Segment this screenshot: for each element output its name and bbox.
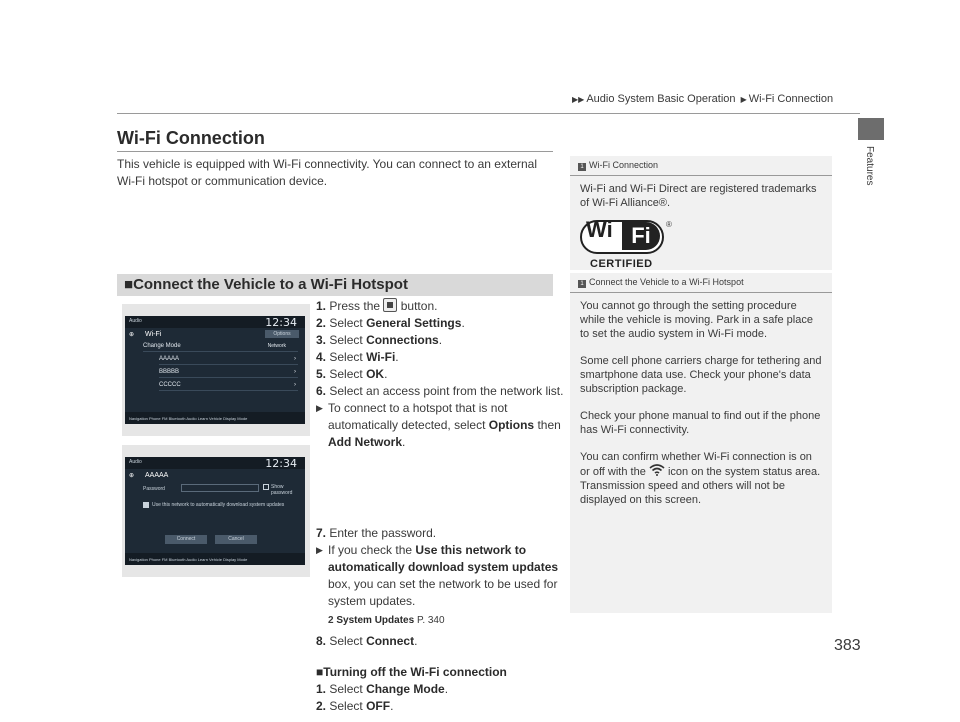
- note-text: icon on the system status area. Transmission speed and others will not be displayed on this screen.: [580, 466, 821, 506]
- back-icon: ⊕: [129, 473, 135, 479]
- step-number: 3.: [316, 333, 327, 347]
- step-keyword: OFF: [366, 699, 391, 713]
- section-title: ■Connect the Vehicle to a Wi-Fi Hotspot: [124, 276, 408, 293]
- note-text: .: [402, 435, 406, 449]
- triangle-right-icon: ▶▶: [572, 95, 585, 104]
- page-number: 383: [834, 637, 861, 654]
- step-2: [316, 315, 566, 332]
- step-text: Select: [329, 699, 363, 713]
- note-text: then: [537, 418, 561, 432]
- step-8: [316, 633, 566, 650]
- step-1: [316, 298, 566, 315]
- step-text: Enter the password.: [329, 526, 437, 540]
- update-checkbox[interactable]: [143, 502, 149, 508]
- screenshot-wifi-list: [122, 304, 310, 436]
- reference-title: System Updates: [336, 615, 415, 626]
- step-text: Select: [329, 682, 363, 696]
- step-number: 1.: [316, 682, 327, 696]
- audio-source-label: Audio: [129, 459, 142, 465]
- step-text: button.: [400, 299, 438, 313]
- step-number: 1.: [316, 299, 327, 313]
- reference-page: P. 340: [416, 615, 445, 626]
- back-icon: ⊕: [129, 332, 135, 338]
- note-text: box, you can set the network to be used for system updates.: [328, 577, 558, 608]
- step-number: 7.: [316, 526, 327, 540]
- panel-title: Wi-Fi Connection: [589, 160, 659, 170]
- chevron-right-icon: ›: [294, 382, 296, 388]
- step-text: .: [390, 699, 394, 713]
- step-text: Press the: [329, 299, 381, 313]
- step-text: .: [395, 350, 399, 364]
- password-input[interactable]: [181, 484, 259, 492]
- show-password-checkbox[interactable]: [263, 484, 269, 490]
- step-7-note: [316, 542, 566, 610]
- screen-title: AAAAA: [145, 472, 169, 479]
- reference-icon: 2: [328, 615, 334, 626]
- logo-certified: CERTIFIED: [590, 258, 653, 270]
- network-name: BBBBB: [159, 369, 180, 375]
- logo-fi: Fi: [622, 222, 660, 250]
- step-number: 2.: [316, 316, 327, 330]
- step-6: [316, 383, 566, 400]
- bottom-bar-labels: Navigation Phone FM Bluetooth Audio Learn Vehicle Display Mode: [129, 557, 248, 562]
- breadcrumb-part1: Audio System Basic Operation: [586, 93, 736, 105]
- step-text: Select an access point from the network list.: [329, 384, 564, 398]
- step-keyword: Wi-Fi: [366, 350, 396, 364]
- steps-list: [316, 298, 566, 715]
- step-4: [316, 349, 566, 366]
- note-icon: 1: [578, 163, 586, 171]
- note-paragraph: [580, 450, 822, 507]
- cancel-button[interactable]: Cancel: [215, 535, 257, 544]
- step-keyword: General Settings: [366, 316, 462, 330]
- change-mode-label: Change Mode: [143, 343, 181, 349]
- turn-off-heading-text: Turning off the Wi-Fi connection: [323, 665, 507, 679]
- panel-header: [570, 156, 832, 176]
- note-text: If you check the: [328, 543, 413, 557]
- step-keyword: Connections: [366, 333, 439, 347]
- note-panel-trademark: [570, 156, 832, 270]
- step-text: .: [438, 333, 443, 347]
- home-icon: [383, 298, 397, 312]
- chapter-label: Features: [864, 146, 875, 186]
- step-text: .: [461, 316, 465, 330]
- panel-title: Connect the Vehicle to a Wi-Fi Hotspot: [589, 277, 744, 287]
- step-number: 5.: [316, 367, 327, 381]
- arrow-right-icon: ▶: [316, 545, 323, 555]
- triangle-right-icon: ▶: [740, 95, 747, 104]
- note-paragraph: Check your phone manual to find out if the phone has Wi-Fi connectivity.: [580, 410, 821, 436]
- breadcrumb-part2: Wi-Fi Connection: [748, 93, 834, 105]
- clock: 12:34: [265, 316, 297, 329]
- breadcrumb: [570, 93, 833, 105]
- page-title: Wi-Fi Connection: [117, 128, 265, 148]
- step-text: Select: [329, 333, 363, 347]
- step-text: .: [384, 367, 388, 381]
- panel-body: [570, 293, 832, 526]
- step-keyword: OK: [366, 367, 385, 381]
- title-rule: [117, 151, 553, 152]
- intro-text: This vehicle is equipped with Wi-Fi connectivity. You can connect to an external Wi-Fi hotspot or communication device.: [117, 157, 537, 188]
- panel-header: [570, 273, 832, 293]
- note-panel-hotspot: [570, 273, 832, 613]
- step-number: 6.: [316, 384, 327, 398]
- note-keyword: Add Network: [328, 435, 403, 449]
- logo-registered: ®: [666, 220, 672, 229]
- status-bar: [125, 316, 305, 328]
- screenshot-password: [122, 445, 310, 577]
- network-row[interactable]: [159, 366, 298, 378]
- panel-body: [570, 176, 832, 282]
- step-number: 2.: [316, 699, 327, 713]
- step-text: Select: [329, 634, 363, 648]
- wifi-icon: [649, 464, 665, 476]
- chapter-tab: [858, 118, 884, 140]
- connect-button[interactable]: Connect: [165, 535, 207, 544]
- update-checkbox-label: Use this network to automatically download system updates: [152, 502, 285, 508]
- step-text: .: [414, 634, 418, 648]
- network-name: AAAAA: [159, 356, 180, 362]
- step-text: .: [444, 682, 449, 696]
- spacer: [316, 451, 566, 525]
- arrow-right-icon: ▶: [316, 403, 323, 413]
- step-6-note: [316, 400, 566, 451]
- screen-title: Wi-Fi: [145, 331, 162, 338]
- clock: 12:34: [265, 457, 297, 470]
- note-paragraph: You cannot go through the setting procedure while the vehicle is moving. Park in a safe place to set the audio system in Wi-Fi mode.: [580, 300, 813, 340]
- bottom-bar: [125, 553, 305, 565]
- note-keyword: Options: [488, 418, 535, 432]
- step-7: [316, 525, 566, 542]
- note-paragraph: Some cell phone carriers charge for tethering and smartphone data use. Check your phone's data subscription package.: [580, 355, 822, 395]
- section-title-text: Connect the Vehicle to a Wi-Fi Hotspot: [133, 276, 408, 293]
- bottom-bar-labels: Navigation Phone FM Bluetooth Audio Learn Vehicle Display Mode: [129, 416, 248, 421]
- turn-off-step-1: [316, 681, 566, 698]
- step-text: Select: [329, 316, 363, 330]
- chevron-right-icon: ›: [294, 369, 296, 375]
- step-text: Select: [329, 350, 363, 364]
- step-text: Select: [329, 367, 363, 381]
- step-3: [316, 332, 566, 349]
- note-text: To connect to a hotspot that is not automatically detected, select: [328, 401, 508, 432]
- trademark-text: Wi-Fi and Wi-Fi Direct are registered trademarks of Wi-Fi Alliance®.: [580, 183, 817, 209]
- step-number: 8.: [316, 634, 327, 648]
- step-keyword: Connect: [366, 634, 415, 648]
- network-label: Network: [267, 343, 286, 349]
- step-5: [316, 366, 566, 383]
- turn-off-heading: ■Turning off the Wi-Fi connection: [316, 665, 507, 679]
- step-number: 4.: [316, 350, 327, 364]
- cross-reference[interactable]: [316, 612, 566, 629]
- password-label: Password: [143, 486, 165, 492]
- bottom-bar: [125, 412, 305, 424]
- turn-off-step-2: [316, 698, 566, 715]
- network-name: CCCCC: [159, 382, 181, 388]
- status-bar: [125, 457, 305, 469]
- network-row[interactable]: [159, 353, 298, 365]
- header-rule: [117, 113, 860, 114]
- change-mode-row[interactable]: [143, 340, 298, 352]
- screen-display: [125, 316, 305, 424]
- show-password-label: Show password: [271, 484, 293, 496]
- audio-source-label: Audio: [129, 318, 142, 324]
- note-icon: 1: [578, 280, 586, 288]
- screen-display: [125, 457, 305, 565]
- wifi-certified-logo: [580, 217, 672, 270]
- options-button[interactable]: Options: [265, 330, 299, 338]
- logo-wi: Wi: [586, 217, 613, 242]
- network-row[interactable]: [159, 379, 298, 391]
- note-keyword: Use this network to automatically download system updates: [328, 543, 559, 574]
- chevron-right-icon: ›: [294, 356, 296, 362]
- note-text: You can confirm whether Wi-Fi connection is on or off with the: [580, 451, 812, 478]
- step-keyword: Change Mode: [366, 682, 445, 696]
